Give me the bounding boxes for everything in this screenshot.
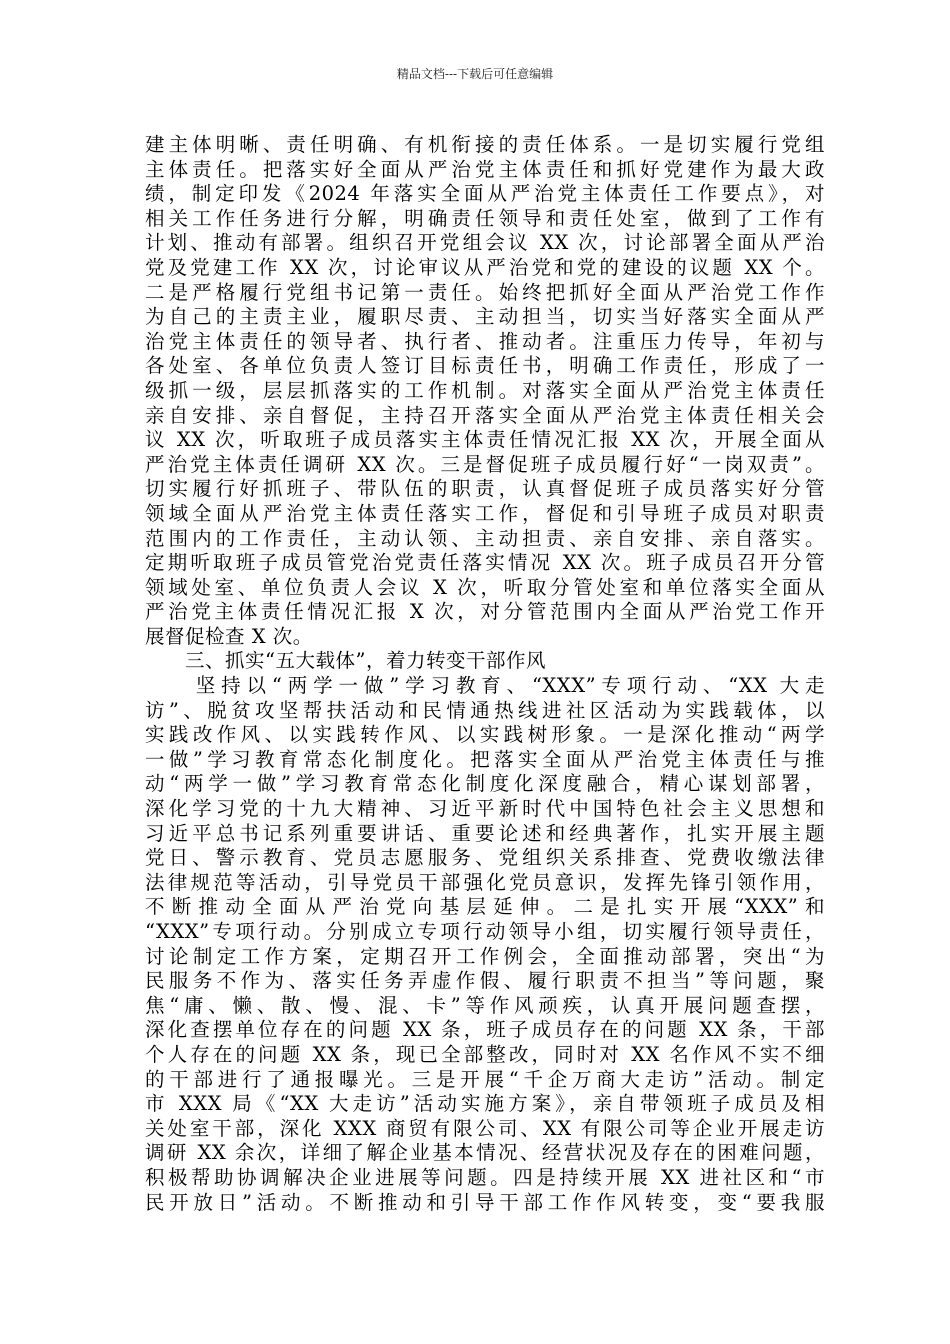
text-line: 为自己的主责主业，履职尽责、主动担当，切实当好落实全面从严 xyxy=(145,305,825,329)
text-line: 坚持以“两学一做”学习教育、“XXX”专项行动、“XX 大走 xyxy=(145,674,825,698)
text-line: 民服务不作为、落实任务弄虚作假、履行职责不担当”等问题，聚 xyxy=(145,969,825,993)
text-line: 访”、脱贫攻坚帮扶活动和民情通热线进社区活动为实践载体，以 xyxy=(145,698,825,722)
text-line: 绩，制定印发《2024 年落实全面从严治党主体责任工作要点》，对 xyxy=(145,182,825,206)
document-body xyxy=(145,133,825,1215)
text-line: 关处室干部，深化 XXX 商贸有限公司、XX 有限公司等企业开展走访 xyxy=(145,1116,825,1140)
text-line: 一做”学习教育常态化制度化。把落实全面从严治党主体责任与推 xyxy=(145,747,825,771)
text-line: 定期听取班子成员管党治党责任落实情况 XX 次。班子成员召开分管 xyxy=(145,551,825,575)
page-header: 精品文档---下载后可任意编辑 xyxy=(396,67,554,81)
text-line: 计划、推动有部署。组织召开党组会议 XX 次，讨论部署全面从严治 xyxy=(145,231,825,255)
text-line: 焦“庸、懒、散、慢、混、卡”等作风顽疾，认真开展问题查摆， xyxy=(145,993,825,1017)
text-line: 领域全面从严治党主体责任落实工作，督促和引导班子成员对职责 xyxy=(145,501,825,525)
text-line: 亲自安排、亲自督促，主持召开落实全面从严治党主体责任相关会 xyxy=(145,403,825,427)
text-line: 习近平总书记系列重要讲话、重要论述和经典著作，扎实开展主题 xyxy=(145,821,825,845)
text-line: 严治党主体责任情况汇报 X 次，对分管范围内全面从严治党工作开 xyxy=(145,600,825,624)
text-line: 讨论制定工作方案，定期召开工作例会，全面推动部署，突出“为 xyxy=(145,944,825,968)
text-line: 法律规范等活动，引导党员干部强化党员意识，发挥先锋引领作用， xyxy=(145,870,825,894)
text-line: 治党主体责任的领导者、执行者、推动者。注重压力传导，年初与 xyxy=(145,329,825,353)
text-line: 议 XX 次，听取班子成员落实主体责任情况汇报 XX 次，开展全面从 xyxy=(145,428,825,452)
text-line: 各处室、各单位负责人签订目标责任书，明确工作责任，形成了一 xyxy=(145,354,825,378)
text-line: 党日、警示教育、党员志愿服务、党组织关系排查、党费收缴法律 xyxy=(145,846,825,870)
text-line: 建主体明晰、责任明确、有机衔接的责任体系。一是切实履行党组 xyxy=(145,133,825,156)
text-line: 级抓一级，层层抓落实的工作机制。对落实全面从严治党主体责任 xyxy=(145,378,825,402)
text-line: 积极帮助协调解决企业进展等问题。四是持续开展 XX 进社区和“市 xyxy=(145,1165,825,1189)
text-line: 二是严格履行党组书记第一责任。始终把抓好全面从严治党工作作 xyxy=(145,280,825,304)
text-line: 主体责任。把落实好全面从严治党主体责任和抓好党建作为最大政 xyxy=(145,157,825,181)
text-line: 深化查摆单位存在的问题 XX 条，班子成员存在的问题 XX 条，干部 xyxy=(145,1018,825,1042)
text-line: 的干部进行了通报曝光。三是开展“千企万商大走访”活动。制定 xyxy=(145,1067,825,1091)
text-line: 严治党主体责任调研 XX 次。三是督促班子成员履行好“一岗双责”。 xyxy=(145,452,825,476)
text-line: 市 XXX 局《“XX 大走访”活动实施方案》，亲自带领班子成员及相 xyxy=(145,1092,825,1116)
text-line: 相关工作任务进行分解，明确责任领导和责任处室，做到了工作有 xyxy=(145,206,825,230)
text-line: 个人存在的问题 XX 条，现已全部整改，同时对 XX 名作风不实不细 xyxy=(145,1042,825,1066)
text-line: 实践改作风、以实践转作风、以实践树形象。一是深化推动“两学 xyxy=(145,723,825,747)
text-line: 调研 XX 余次，详细了解企业基本情况、经营状况及存在的困难问题， xyxy=(145,1141,825,1165)
text-line: 领域处室、单位负责人会议 X 次，听取分管处室和单位落实全面从 xyxy=(145,575,825,599)
text-line: 三、抓实“五大载体”，着力转变干部作风 xyxy=(145,649,546,673)
text-line: 深化学习党的十九大精神、习近平新时代中国特色社会主义思想和 xyxy=(145,797,825,821)
text-line: 切实履行好抓班子、带队伍的职责，认真督促班子成员落实好分管 xyxy=(145,477,825,501)
text-line: 范围内的工作责任，主动认领、主动担责、亲自安排、亲自落实。 xyxy=(145,526,825,550)
text-line: 民开放日”活动。不断推动和引导干部工作作风转变，变“要我服 xyxy=(145,1190,825,1214)
text-line: 党及党建工作 XX 次，讨论审议从严治党和党的建设的议题 XX 个。 xyxy=(145,255,825,279)
text-line: 展督促检查 X 次。 xyxy=(145,624,313,648)
text-line: “XXX”专项行动。分别成立专项行动领导小组，切实履行领导责任， xyxy=(145,920,825,943)
text-line: 不断推动全面从严治党向基层延伸。二是扎实开展“XXX”和 xyxy=(145,895,825,919)
text-line: 动“两学一做”学习教育常态化制度化深度融合，精心谋划部署， xyxy=(145,772,825,796)
